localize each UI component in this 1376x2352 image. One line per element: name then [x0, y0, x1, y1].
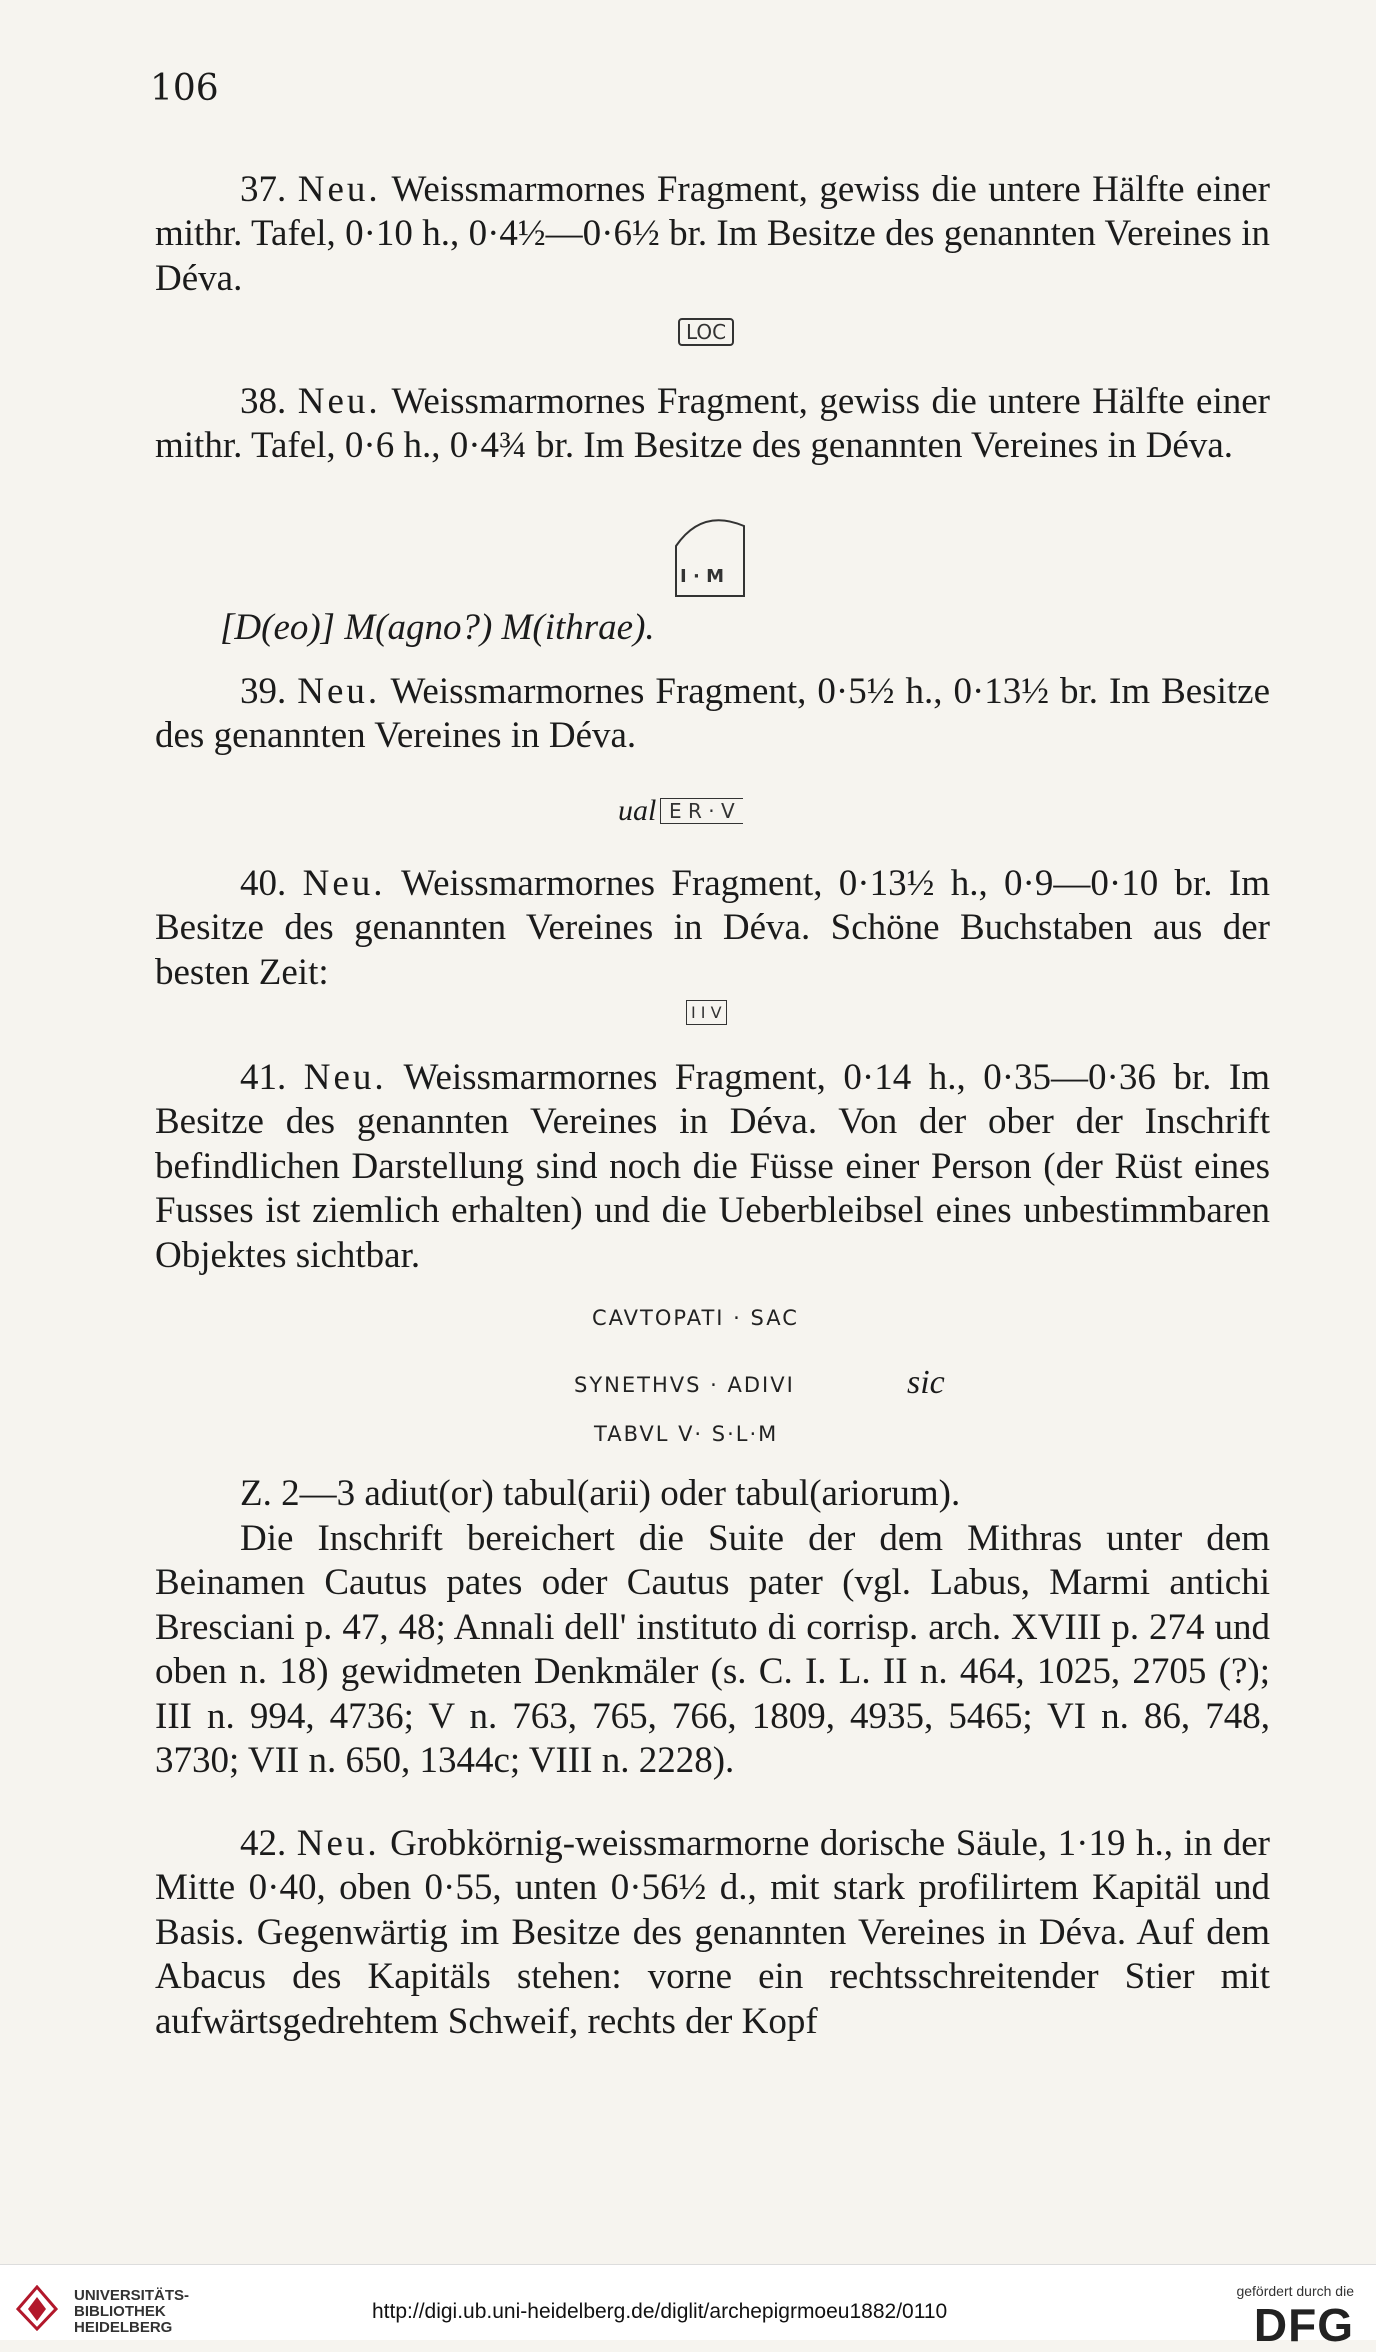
entry-text: Weissmarmornes Fragment, gewiss die untere Hälfte einer mithr. Tafel, 0·10 h., 0·4½—0·6½ br. Im Besitze des genannten Vereines in Déva. — [155, 169, 1270, 299]
reading-38: [D(eo)] M(agno?) M(ithrae). — [220, 607, 655, 648]
neu-label: Neu. — [302, 863, 386, 904]
neu-label: Neu. — [296, 1823, 380, 1864]
university-library-logo-icon — [16, 2285, 58, 2331]
source-url-link[interactable]: http://digi.ub.uni-heidelberg.de/diglit/archepigrmoeu1882/0110 — [372, 2300, 948, 2323]
entry-text: Weissmarmornes Fragment, 0·5½ h., 0·13½ br. Im Besitze des genannten Vereines in Déva. — [155, 671, 1271, 757]
z-line-reading: Z. 2—3 adiut(or) tabul(arii) oder tabul(ariorum). — [240, 1473, 961, 1514]
inscription-line-1: CAVTOPATI · SAC — [592, 1306, 799, 1330]
entry-text: Weissmarmornes Fragment, 0·13½ h., 0·9—0·10 br. Im Besitze des genannten Vereines in Déva. Schöne Buchstaben aus der besten Zeit: — [155, 863, 1270, 993]
entry-text: Weissmarmornes Fragment, 0·14 h., 0·35—0·36 br. Im Besitze des genannten Vereines in Déva. Von der ober der Inschrift befindlichen Darstellung sind noch die Füsse einer Person (der Rüst eines Fusses ist ziemlich erhalten) und die Ueberbleibsel eines unbestimmbaren Objektes sichtbar. — [155, 1057, 1270, 1276]
entry-38 — [155, 380, 1270, 469]
library-name: UNIVERSITÄTS- BIBLIOTHEK HEIDELBERG — [74, 2287, 190, 2336]
funded-by-label: gefördert durch die — [1236, 2283, 1354, 2299]
page-number: 106 — [150, 68, 219, 109]
entry-39 — [155, 670, 1270, 759]
inscription-fragment-37: LOC — [678, 318, 734, 346]
entry-number: 37. — [240, 169, 287, 210]
inscription-fragment-38: I · M — [680, 566, 724, 587]
entry-number: 41. — [240, 1057, 287, 1098]
inscription-39-prefix: ual — [618, 794, 657, 827]
commentary-paragraph: Die Inschrift bereichert die Suite der dem Mithras unter dem Beinamen Cautus pates oder Cautus pater (vgl. Labus, Marmi antichi Bresciani p. 47, 48; Annali dell' instituto di corrisp. arch. XVIII p. 274 und oben n. 18) gewidmeten Denkmäler (s. C. I. L. II n. 464, 1025, 2705 (?); III n. 994, 4736; V n. 763, 765, 766, 1809, 4935, 5465; VI n. 86, 748, 3730; VII n. 650, 1344c; VIII n. 2228). — [155, 1518, 1270, 1782]
entry-41 — [155, 1056, 1270, 1278]
entry-37 — [155, 168, 1270, 301]
entry-number: 42. — [240, 1823, 287, 1864]
entry-number: 40. — [240, 863, 287, 904]
dfg-logo: DFG — [1253, 2299, 1354, 2351]
neu-label: Neu. — [297, 169, 381, 210]
entry-text: Weissmarmornes Fragment, gewiss die untere Hälfte einer mithr. Tafel, 0·6 h., 0·4¾ br. Im Besitze des genannten Vereines in Déva. — [155, 381, 1270, 467]
entry-40 — [155, 862, 1270, 995]
entry-42 — [155, 1822, 1270, 2044]
entry-number: 38. — [240, 381, 287, 422]
entry-number: 39. — [240, 671, 287, 712]
inscription-line-2: SYNETHVS · ADIVI — [574, 1373, 795, 1397]
inscription-fragment-39: E R · V — [660, 798, 743, 824]
neu-label: Neu. — [297, 381, 381, 422]
inscription-line-3: TABVL V· S·L·M — [594, 1422, 779, 1446]
entry-text: Grobkörnig-weissmarmorne dorische Säule, 1·19 h., in der Mitte 0·40, oben 0·55, unten 0·56½ d., mit stark profilirtem Kapitäl und Basis. Gegenwärtig im Besitze des genannten Vereines in Déva. Auf dem Abacus des Kapitäls stehen: vorne ein rechtsschreitender Stier mit aufwärtsgedrehtem Schweif, rechts der Kopf — [155, 1823, 1271, 2042]
sic-mark: sic — [907, 1364, 945, 1401]
neu-label: Neu. — [303, 1057, 387, 1098]
inscription-fragment-40: I I V — [686, 1000, 727, 1025]
neu-label: Neu. — [297, 671, 381, 712]
